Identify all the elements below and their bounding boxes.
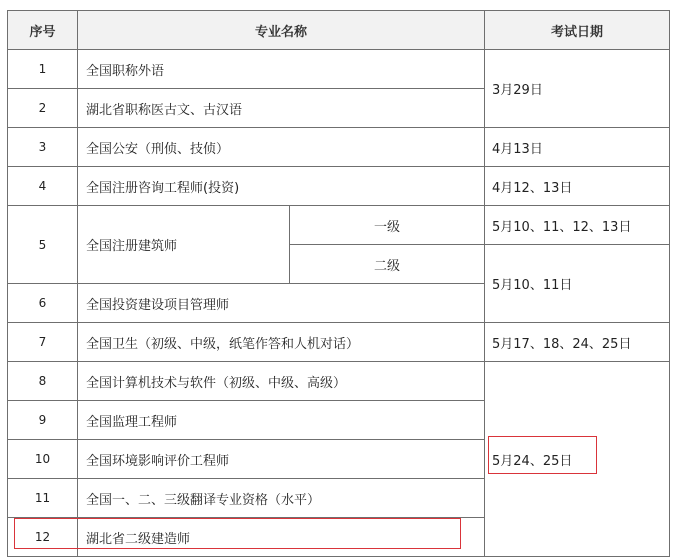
row-date: 4月13日 — [485, 128, 670, 167]
row-date: 5月10、11日 — [485, 245, 670, 323]
row-name: 湖北省职称医古文、古汉语 — [78, 89, 485, 128]
row-number: 7 — [8, 323, 78, 362]
table-row — [8, 167, 670, 206]
row-number: 2 — [8, 89, 78, 128]
table-row — [8, 50, 670, 89]
row-date: 4月12、13日 — [485, 167, 670, 206]
exam-schedule-table — [7, 10, 670, 557]
row-name: 湖北省二级建造师 — [78, 518, 485, 557]
header-date: 考试日期 — [485, 11, 670, 50]
row-number: 9 — [8, 401, 78, 440]
row-name: 全国投资建设项目管理师 — [78, 284, 485, 323]
row-name: 全国职称外语 — [78, 50, 485, 89]
row-date: 5月10、11、12、13日 — [485, 206, 670, 245]
row-number: 12 — [8, 518, 78, 557]
row-name: 全国公安（刑侦、技侦） — [78, 128, 485, 167]
row-number: 3 — [8, 128, 78, 167]
table-row — [8, 362, 670, 401]
row-name: 全国监理工程师 — [78, 401, 485, 440]
table-row — [8, 206, 670, 245]
row-number: 1 — [8, 50, 78, 89]
level-cell: 二级 — [290, 245, 485, 284]
row-name: 全国计算机技术与软件（初级、中级、高级） — [78, 362, 485, 401]
row-number: 4 — [8, 167, 78, 206]
row-date: 5月17、18、24、25日 — [485, 323, 670, 362]
row-number: 8 — [8, 362, 78, 401]
table-row — [8, 128, 670, 167]
row-number: 6 — [8, 284, 78, 323]
row-name: 全国卫生（初级、中级，纸笔作答和人机对话） — [78, 323, 485, 362]
row-name: 全国环境影响评价工程师 — [78, 440, 485, 479]
row-date: 3月29日 — [485, 50, 670, 128]
row-number: 10 — [8, 440, 78, 479]
row-name: 全国注册建筑师 — [78, 206, 290, 284]
row-date: 5月24、25日 — [485, 362, 670, 557]
level-cell: 一级 — [290, 206, 485, 245]
header-seq: 序号 — [8, 11, 78, 50]
table-row — [8, 323, 670, 362]
header-name: 专业名称 — [78, 11, 485, 50]
row-name: 全国一、二、三级翻译专业资格（水平） — [78, 479, 485, 518]
row-number: 11 — [8, 479, 78, 518]
row-number: 5 — [8, 206, 78, 284]
header-row — [8, 11, 670, 50]
row-name: 全国注册咨询工程师(投资) — [78, 167, 485, 206]
